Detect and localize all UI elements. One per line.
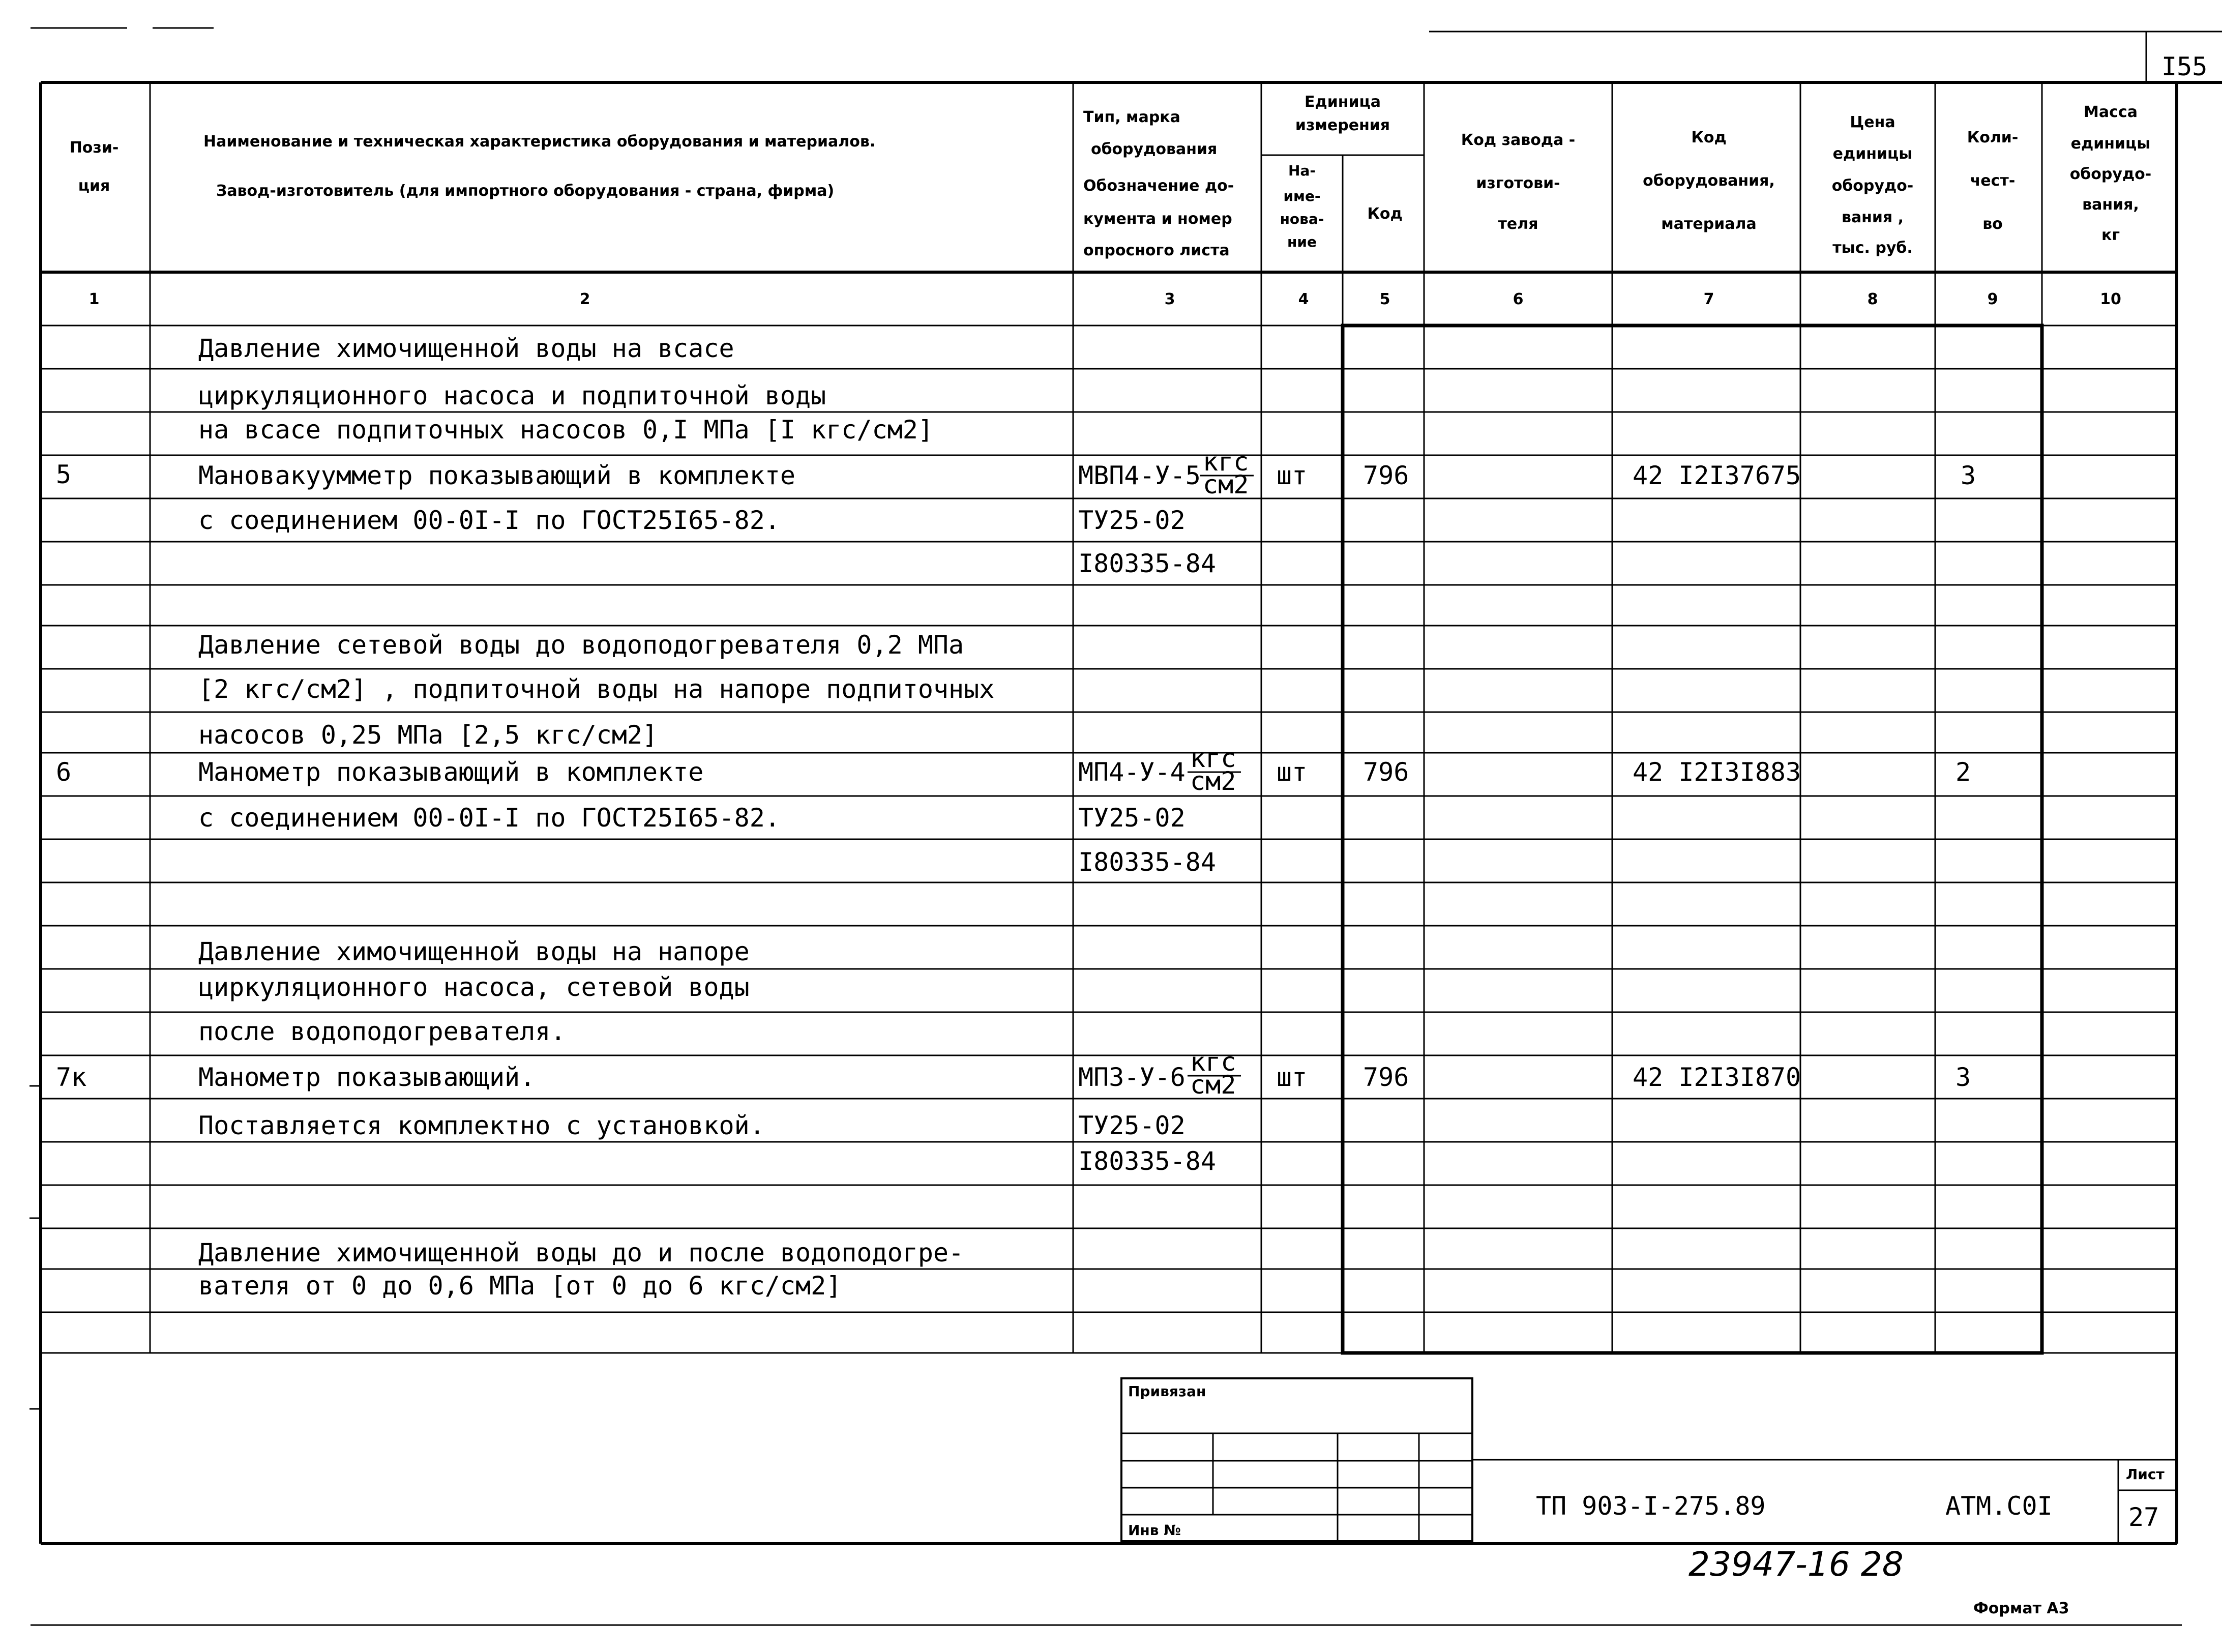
header-col2-l2: Завод-изготовитель (для импортного оборудования - страна, фирма) [216,182,835,200]
header-col4-l3: нова- [1280,211,1324,227]
row-15-name: циркуляционного насоса, сетевой воды [198,972,750,1002]
row-4-type: ТУ25-02 [1078,506,1186,535]
row-3-equip-code: 42 I2I37675 [1633,461,1801,490]
row-17-name: Манометр показывающий. [198,1063,536,1092]
row-3-type-num: кгс [1203,447,1249,477]
col-num-1: 1 [88,290,100,308]
header-col9-l1: Коли- [1967,129,2019,146]
row-14-name: Давление химочищенной воды на напоре [198,937,750,966]
row-0-name: Давление химочищенной воды на всасе [198,334,734,363]
col-num-7: 7 [1703,290,1714,308]
row-17-unit: шт [1277,1063,1308,1092]
handwritten-number: 23947-16 28 [1688,1545,1904,1584]
col-num-4: 4 [1298,290,1309,308]
row-17-type-den: см2 [1190,1070,1236,1100]
row-17-qty: 3 [1956,1063,1971,1092]
stamp-sheet-code: АТМ.С0I [1945,1491,2053,1521]
header-col10-l5: кг [2101,226,2120,244]
row-10-equip-code: 42 I2I3I883 [1633,757,1801,787]
header-col7-l3: материала [1661,215,1757,233]
col-num-9: 9 [1987,290,1998,308]
stamp-bound-label: Привязан [1128,1383,1206,1400]
row-5-type: I80335-84 [1078,549,1216,578]
row-18-type: ТУ25-02 [1078,1111,1186,1140]
header-col8-l2: единицы [1832,145,1913,163]
row-9-name: насосов 0,25 МПа [2,5 кгс/см2] [198,720,658,750]
table-body [56,334,1976,1301]
row-16-name: после водоподогревателя. [198,1017,566,1046]
col-num-2: 2 [579,290,590,308]
row-17-pos: 7к [56,1063,87,1092]
header-col4-l2: име- [1283,188,1321,204]
header-col10-l4: вания, [2082,196,2139,214]
header-col9-l2: чест- [1970,172,2016,190]
row-3-unit: шт [1277,461,1308,490]
row-10-pos: 6 [56,757,72,787]
header-col6-l2: изготови- [1476,174,1560,192]
header-col9-l3: во [1982,215,2003,233]
header-col3-l4: кумента и номер [1083,210,1232,228]
stamp-sheet-label: Лист [2126,1466,2165,1483]
header-col4-l1: На- [1288,162,1316,179]
header-col6-l1: Код завода - [1461,131,1576,149]
header-col8-l1: Цена [1850,113,1895,131]
row-2-name: на всасе подпиточных насосов 0,I МПа [I кгс/см2] [198,415,933,445]
stamp-sheet-number: 27 [2128,1502,2159,1532]
col-num-10: 10 [2100,290,2121,308]
stamp-inv-label: Инв № [1128,1522,1181,1539]
header-col5: Код [1367,205,1403,223]
header-col7-l2: оборудования, [1643,172,1775,190]
col-num-3: 3 [1164,290,1175,308]
row-10-type-num: кгс [1190,744,1236,773]
header-col10-l2: единицы [2070,135,2151,153]
header-col3-l5: опросного листа [1083,242,1230,259]
header-col7-l1: Код [1691,129,1727,146]
header-col10-l3: оборудо- [2069,165,2152,183]
row-19-type: I80335-84 [1078,1146,1216,1176]
header-col2-l1: Наименование и техническая характеристика оборудования и материалов. [203,133,876,151]
header-col1-l1: Пози- [69,139,119,157]
header-col8-l3: оборудо- [1831,177,1914,195]
row-7-name: Давление сетевой воды до водоподогревателя 0,2 МПа [198,630,964,660]
row-3-type-den: см2 [1203,470,1249,499]
margin-ticks [29,1086,41,1409]
title-stamp [1121,1378,2177,1544]
row-17-equip-code: 42 I2I3I870 [1633,1063,1801,1092]
header-col8-l4: вания , [1841,209,1904,226]
header-col10-l1: Масса [2084,103,2138,121]
row-3-type: МВП4-У-5 [1078,461,1201,490]
row-17-type-num: кгс [1190,1047,1236,1077]
row-11-name: с соединением 00-0I-I по ГОСТ25I65-82. [198,803,780,833]
row-10-name: Манометр показывающий в комплекте [198,757,704,787]
row-8-name: [2 кгс/см2] , подпиточной воды на напоре подпиточных [198,674,995,704]
row-12-type: I80335-84 [1078,847,1216,877]
row-11-type: ТУ25-02 [1078,803,1186,833]
stamp-doc-code: ТП 903-I-275.89 [1536,1491,1766,1521]
col-num-5: 5 [1379,290,1390,308]
header-col3-l3: Обозначение до- [1083,177,1234,195]
row-4-name: с соединением 00-0I-I по ГОСТ25I65-82. [198,506,780,535]
row-22-name: вателя от 0 до 0,6 МПа [от 0 до 6 кгс/см2] [198,1271,842,1301]
row-3-qty: 3 [1961,461,1976,490]
col-num-8: 8 [1867,290,1878,308]
header-col3-l2: оборудования [1091,140,1218,158]
table-header [70,93,2152,259]
format-label: Формат А3 [1973,1600,2069,1617]
row-1-name: циркуляционного насоса и подпиточной воды [198,381,826,410]
row-18-name: Поставляется комплектно с установкой. [198,1111,765,1140]
header-col1-l2: ция [78,177,110,195]
row-10-unit: шт [1277,757,1308,787]
row-17-type: МП3-У-6 [1078,1063,1186,1092]
row-10-code: 796 [1363,757,1409,787]
header-col4-l4: ние [1287,233,1317,250]
col-num-6: 6 [1513,290,1524,308]
row-21-name: Давление химочищенной воды до и после водоподогре- [198,1238,964,1267]
header-col3-l1: Тип, марка [1083,108,1180,126]
column-numbers [89,290,2121,308]
row-10-type: МП4-У-4 [1078,757,1186,787]
row-3-name: Мановакуумметр показывающий в комплекте [198,461,795,490]
row-10-type-den: см2 [1190,766,1236,796]
header-col8-l5: тыс. руб. [1832,239,1913,257]
row-10-qty: 2 [1956,757,1971,787]
sheet-number-top: I55 [2161,52,2208,81]
row-3-code: 796 [1363,461,1409,490]
header-col6-l3: теля [1498,215,1538,233]
header-unit-l1: Единица [1305,93,1381,111]
row-17-code: 796 [1363,1063,1409,1092]
header-unit-l2: измерения [1295,116,1390,134]
row-3-pos: 5 [56,460,72,489]
